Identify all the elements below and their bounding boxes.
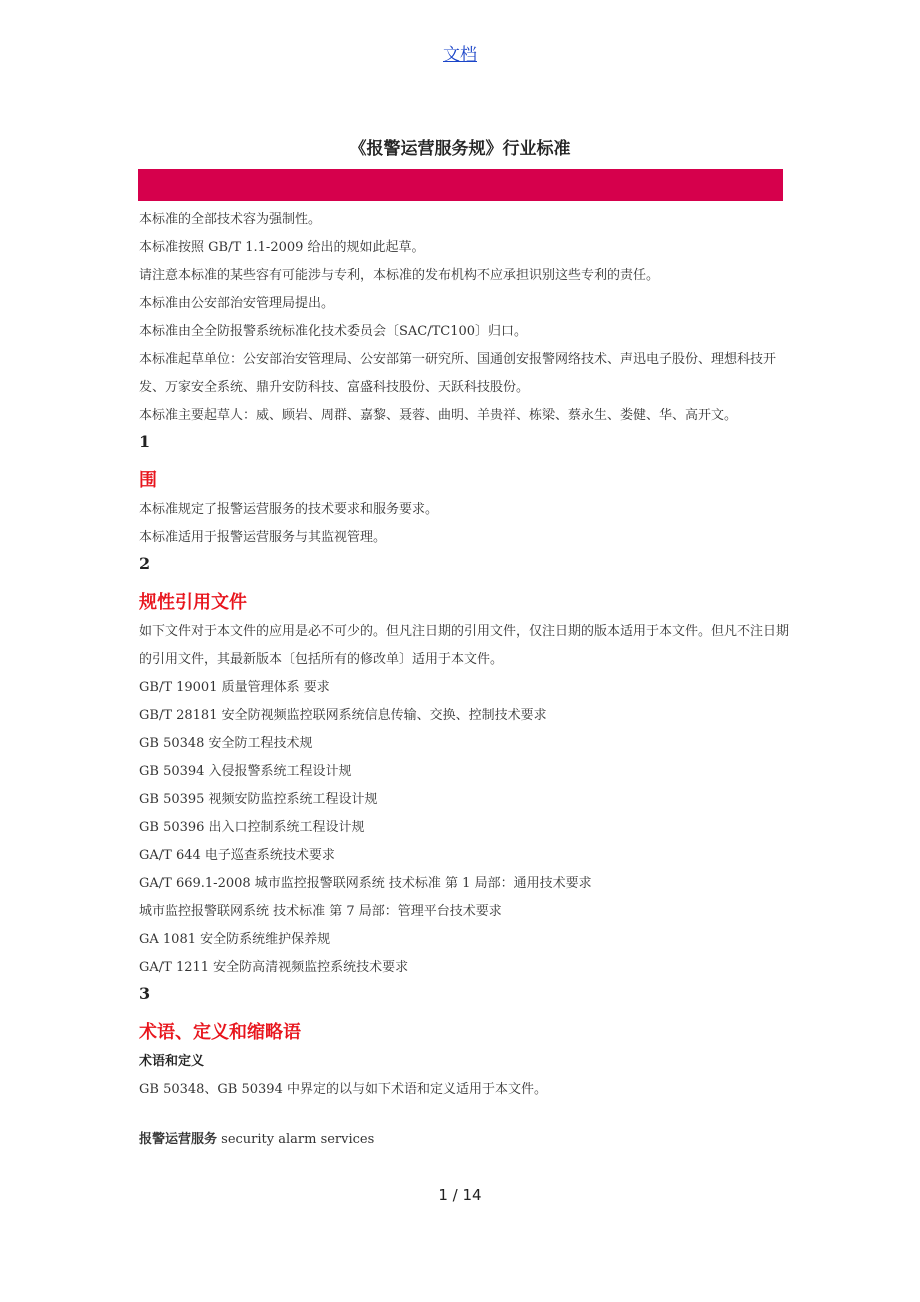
paragraph: 本标准规定了报警运营服务的技术要求和服务要求。 [139,502,439,517]
paragraph: 本标准适用于报警运营服务与其监视管理。 [139,530,387,545]
reference-item: GA/T 644 电子巡查系统技术要求 [139,848,335,863]
preface-line: 本标准起草单位：公安部治安管理局、公安部第一研究所、国通创安报警网络技术、声迅电子股份、理想科技开发、万家安全系统、鼎升安防科技、富盛科技股份、天跃科技股份。 [139,352,777,395]
preface-line: 本标准按照 GB/T 1.1-2009 给出的规如此起草。 [139,240,425,255]
section-title: 规性引用文件 [139,592,247,613]
reference-item: GB 50395 视频安防监控系统工程设计规 [139,792,378,807]
subsection-title: 术语和定义 [139,1054,205,1069]
header-link[interactable]: 文档 [443,45,477,65]
preface-line: 本标准的全部技术容为强制性。 [139,212,322,227]
title-accent-band [138,169,783,201]
section-title: 术语、定义和缩略语 [139,1022,301,1043]
document-title: 《报警运营服务规》行业标准 [349,139,571,159]
reference-item: GA 1081 安全防系统维护保养规 [139,932,331,947]
reference-item: GA/T 1211 安全防高清视频监控系统技术要求 [139,960,409,975]
term-chinese: 报警运营服务 [139,1132,218,1147]
reference-item: GA/T 669.1-2008 城市监控报警联网系统 技术标准 第 1 局部：通用技术要求 [139,876,592,891]
reference-item: GB 50396 出入口控制系统工程设计规 [139,820,365,835]
paragraph: 如下文件对于本文件的应用是必不可少的。但凡注日期的引用文件，仅注日期的版本适用于本文件。但凡不注日期的引用文件，其最新版本〔包括所有的修改单〕适用于本文件。 [139,624,790,667]
paragraph: GB 50348、GB 50394 中界定的以与如下术语和定义适用于本文件。 [139,1082,547,1097]
preface-line: 请注意本标准的某些容有可能涉与专利，本标准的发布机构不应承担识别这些专利的责任。 [139,268,660,283]
section-number: 3 [139,984,151,1003]
preface-line: 本标准由全全防报警系统标准化技术委员会〔SAC/TC100〕归口。 [139,324,528,339]
term-english: security alarm services [217,1132,375,1147]
section-title: 围 [139,470,157,491]
reference-item: GB/T 28181 安全防视频监控联网系统信息传输、交换、控制技术要求 [139,708,547,723]
page-indicator: 1 / 14 [438,1186,482,1204]
reference-item: GB 50394 入侵报警系统工程设计规 [139,764,352,779]
section-number: 2 [139,554,151,573]
preface-line: 本标准主要起草人：威、顾岩、周群、嘉黎、聂蓉、曲明、羊贵祥、栋梁、蔡永生、娄健、华、高开文。 [139,408,738,423]
reference-item: GB 50348 安全防工程技术规 [139,736,313,751]
document-body [139,206,789,1154]
section-number: 1 [139,432,151,451]
term-definition [139,1126,789,1154]
reference-item: 城市监控报警联网系统 技术标准 第 7 局部：管理平台技术要求 [139,904,502,919]
preface-line: 本标准由公安部治安管理局提出。 [139,296,335,311]
reference-item: GB/T 19001 质量管理体系 要求 [139,680,330,695]
